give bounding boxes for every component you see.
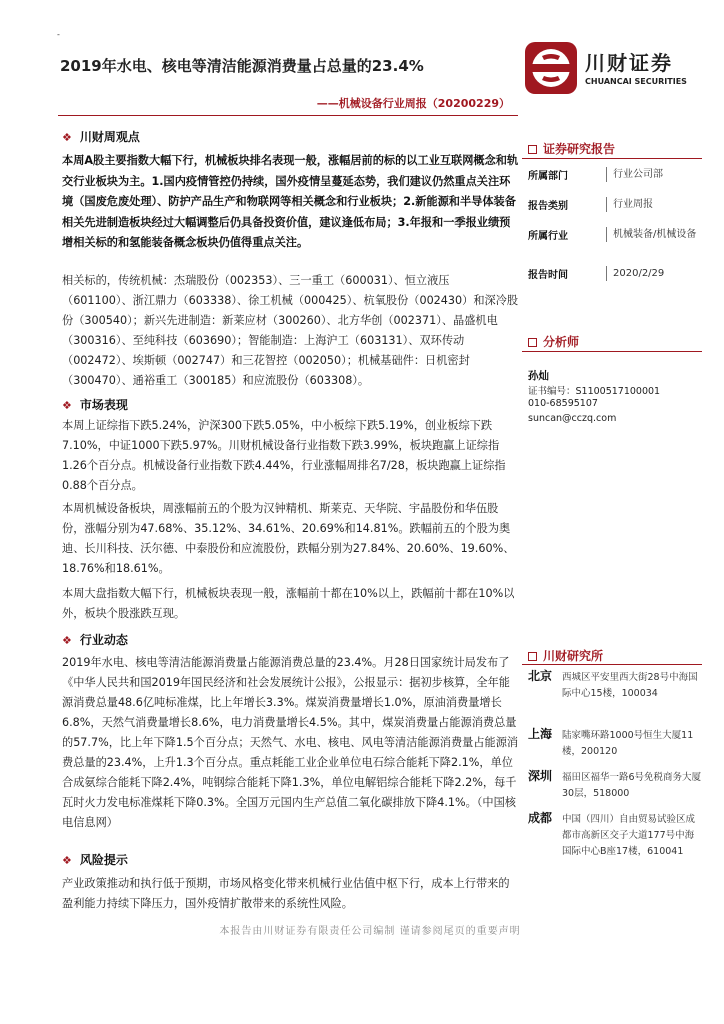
views-summary: 本周A股主要指数大幅下行，机械板块排名表现一般，涨幅居前的标的以工业互联网概念和轨交行业板块为主。1.国内疫情管控仍持续，国外疫情呈蔓延态势，我们建议仍然重点关注环境（国废危废处理）、防护产品生产和物联网等相关概念和行业板块；2.新能源和半导体装备相关先进制造板块经过大幅调整后仍具备投资价值，建议逢低布局；3.年报和一季报业绩预增相关标的和氢能装备概念板块仍值得重点关注。 xyxy=(62,154,519,249)
office-address-chengdu: 中国（四川）自由贸易试验区成都市高新区交子大道177号中海国际中心B座17楼，610041 xyxy=(562,814,696,857)
market-paragraph-3: 本周大盘指数大幅下行，机械板块表现一般，涨幅前十都在10%以上，跌幅前十都在10%以外，板块个股涨跌互现。 xyxy=(62,587,515,620)
industry-paragraph: 2019年水电、核电等清洁能源消费量占能源消费总量的23.4%。月28日国家统计局发布了《中华人民共和国2019年国民经济和社会发展统计公报》，公报显示：据初步核算，全年能源消费总量48.6亿吨标准煤，比上年增长3.3%。煤炭消费量增长1.0%，原油消费量增长6.8%，天然气消费量增长8.6%，电力消费量增长4.5%。其中，煤炭消费量占能源消费总量的57.7%，比上年下降1.5个百分点；天然气、水电、核电、风电等清洁能源消费量占能源消费总量的23.4%，上升1.3个百分点。重点耗能工业企业单位电石综合能耗下降2.1%，单位合成氨综合能耗下降2.4%，吨钢综合能耗下降1.3%，单位电解铝综合能耗下降2.2%，每千瓦时火力发电标准煤耗下降0.3%。全国万元国内生产总值二氧化碳排放下降4.1%。（中国核电信息网） xyxy=(62,656,519,829)
diamond-bullet-icon: ❖ xyxy=(62,399,72,412)
research-heading: 川财研究所 xyxy=(528,647,603,664)
analyst-cert: 证书编号：S1100517100001 xyxy=(528,386,661,397)
section-heading-views: ❖ 川财周观点 xyxy=(62,130,140,144)
diamond-bullet-icon: ❖ xyxy=(62,854,72,867)
analyst-email[interactable]: suncan@cczq.com xyxy=(528,413,617,424)
report-info-divider xyxy=(522,158,702,159)
diamond-bullet-icon: ❖ xyxy=(62,634,72,647)
analyst-heading: 分析师 xyxy=(528,333,579,350)
analyst-phone: 010-68595107 xyxy=(528,398,598,409)
logo-mark-icon xyxy=(523,40,579,96)
market-paragraph-1: 本周上证综指下跌5.24%，沪深300下跌5.05%，中小板综下跌5.19%，创业板综下跌7.10%，中证1000下跌5.97%。川财机械设备行业指数下跌3.99%，板块跑赢上证综指1.26个百分点。机械设备行业指数下跌4.44%，行业涨幅周排名7/28，板块跑赢上证综指0.88个百分点。 xyxy=(62,419,506,492)
office-city-chengdu: 成都 xyxy=(528,811,553,825)
report-info-heading: 证券研究报告 xyxy=(528,140,615,157)
header-divider xyxy=(58,115,518,116)
office-address-shanghai: 陆家嘴环路1000号恒生大厦11楼，200120 xyxy=(562,730,694,757)
square-bullet-icon xyxy=(528,338,537,347)
analyst-name: 孙灿 xyxy=(528,370,549,382)
research-divider xyxy=(522,664,702,665)
section-heading-industry: ❖ 行业动态 xyxy=(62,633,128,647)
square-bullet-icon xyxy=(528,145,537,154)
office-address-shenzhen: 福田区福华一路6号免税商务大厦30层，518000 xyxy=(562,772,702,799)
footer-disclaimer: 本报告由川财证券有限责任公司编制 谨请参阅尾页的重要声明 xyxy=(219,926,521,937)
diamond-bullet-icon: ❖ xyxy=(62,131,72,144)
office-city-shanghai: 上海 xyxy=(528,727,553,741)
office-city-beijing: 北京 xyxy=(528,669,553,683)
office-address-beijing: 西城区平安里西大街28号中海国际中心15楼，100034 xyxy=(562,672,698,699)
report-page: - 2019年水电、核电等清洁能源消费量占总量的23.4% ——机械设备行业周报（20200229） 川财证券 CHUANCAI SECURITIES ❖ 川财周观点 本周A股主要指数大幅下行，机械板块排名表现一般，涨幅居前的标的以工业互联网概念和轨交行业板块为主。1.国内疫情管控仍持续，国外疫情呈蔓延态势，我们建议仍然重点关注环境（国废危废处理）、防护产品生产和物联网等相关概念和行业板块；2.新能源和半导体装备相关先进制造板块经过大幅调整后仍具备投资价值，建议逢低布局；3.年报和一季报业绩预增相关标的和氢能装备概念板块仍值得重点关注。 相关标的，传统机械：杰瑞股份（002353）、三一重工（600031）、恒立液压（601100）、浙江鼎力（603338）、徐工机械（000425）、杭氧股份（002430）和深冷股份（300540）；新兴先进制造：新莱应材（300260）、北方华创（002371）、晶盛机电（300316）、至纯科技（603690）；智能制造：上海沪工（603131）、双环传动（002472）、埃斯顿（002747）和三花智控（002050）；机械基础件：日机密封（300470）、通裕重工（300185）和应流股份（603308）。 ❖ 市场表现 本周上证综指下跌5.24%，沪深300下跌5.05%，中小板综下跌5.19%，创业板综下跌7.10%，中证1000下跌5.97%。川财机械设备行业指数下跌3.99%，板块跑赢上证综指1.26个百分点。机械设备行业指数下跌4.44%，行业涨幅周排名7/28，板块跑赢上证综指0.88个百分点。 本周机械设备板块，周涨幅前五的个股为汉钟精机、斯莱克、天华院、宇晶股份和华伍股份，涨幅分别为47.68%、35.12%、34.61%、20.69%和14.81%。跌幅前五的个股为奥迪、长川科技、沃尔德、中泰股份和应流股份，跌幅分别为27.84%、20.60%、19.60%、18.76%和18.61%。 本周大盘指数大幅下行，机械板块表现一般，涨幅前十都在10%以上，跌幅前十都在10%以外，板块个股涨跌互现。 ❖ 行业动态 2019年水电、核电等清洁能源消费量占能源消费总量的23.4%。月28日国家统计局发布了《中华人民共和国2019年国民经济和社会发展统计公报》，公报显示：据初步核算，全年能源消费总量48.6亿吨标准煤，比上年增长3.3%。煤炭消费量增长1.0%，原油消费量增长6.8%，天然气消费量增长8.6%，电力消费量增长4.5%。其中，煤炭消费量占能源消费总量的57.7%，比上年下降1.5个百分点；天然气、水电、核电、风电等清洁能源消费量占能源消费总量的23.4%，上升1.3个百分点。重点耗能工业企业单位电石综合能耗下降2.1%，单位合成氨综合能耗下降2.4%，吨钢综合能耗下降1.3%，单位电解铝综合能耗下降2.2%，每千瓦时火力发电标准煤耗下降0.3%。全国万元国内生产总值二氧化碳排放下降4.1%。（中国核电信息网） ❖ 风险提示 产业政策推动和执行低于预期，市场风格变化带来机械行业估值中枢下行，成本上行带来的盈利能力持续下降压力，国外疫情扩散带来的系统性风险。 证券研究报告 所属部门 行业公司部 报告类别 行业周报 所属行业 机械装备/机械设备 报告时间 2020/2/29 分析师 孙灿 证书编号：S1100517100001 010-68595107 suncan@cczq.com 川财研究所 北京 西城区平安里西大街28号中海国际中心15楼，100034 上海 陆家嘴环路1000号恒生大厦11楼，200120 深圳 福田区福华一路6号免税商务大厦30层，518000 成都 中国（四川）自由贸易试验区成都市高新区交子大道177号中海国际中心B座17楼，610041 本报告由川财证券有限责任公司编制 谨请参阅尾页的重要声明 xyxy=(0,0,724,1024)
header-dash: - xyxy=(57,30,60,39)
section-heading-market: ❖ 市场表现 xyxy=(62,398,128,412)
page-subtitle: ——机械设备行业周报（20200229） xyxy=(316,97,510,110)
logo-name-cn: 川财证券 xyxy=(585,51,673,75)
analyst-divider xyxy=(522,351,702,352)
section-heading-risk: ❖ 风险提示 xyxy=(62,853,128,867)
page-title: 2019年水电、核电等清洁能源消费量占总量的23.4% xyxy=(60,57,424,75)
risk-paragraph: 产业政策推动和执行低于预期，市场风格变化带来机械行业估值中枢下行，成本上行带来的盈利能力持续下降压力，国外疫情扩散带来的系统性风险。 xyxy=(62,877,510,910)
square-bullet-icon xyxy=(528,652,537,661)
market-paragraph-2: 本周机械设备板块，周涨幅前五的个股为汉钟精机、斯莱克、天华院、宇晶股份和华伍股份，涨幅分别为47.68%、35.12%、34.61%、20.69%和14.81%。跌幅前五的个股为奥迪、长川科技、沃尔德、中泰股份和应流股份，跌幅分别为27.84%、20.60%、19.60%、18.76%和18.61%。 xyxy=(62,502,515,575)
office-city-shenzhen: 深圳 xyxy=(528,769,553,783)
logo-name-en: CHUANCAI SECURITIES xyxy=(585,77,687,86)
related-stocks: 相关标的，传统机械：杰瑞股份（002353）、三一重工（600031）、恒立液压（601100）、浙江鼎力（603338）、徐工机械（000425）、杭氧股份（002430）和深冷股份（300540）；新兴先进制造：新莱应材（300260）、北方华创（002371）、晶盛机电（300316）、至纯科技（603690）；智能制造：上海沪工（603131）、双环传动（002472）、埃斯顿（002747）和三花智控（002050）；机械基础件：日机密封（300470）、通裕重工（300185）和应流股份（603308）。 xyxy=(62,274,519,387)
company-logo xyxy=(523,40,698,95)
